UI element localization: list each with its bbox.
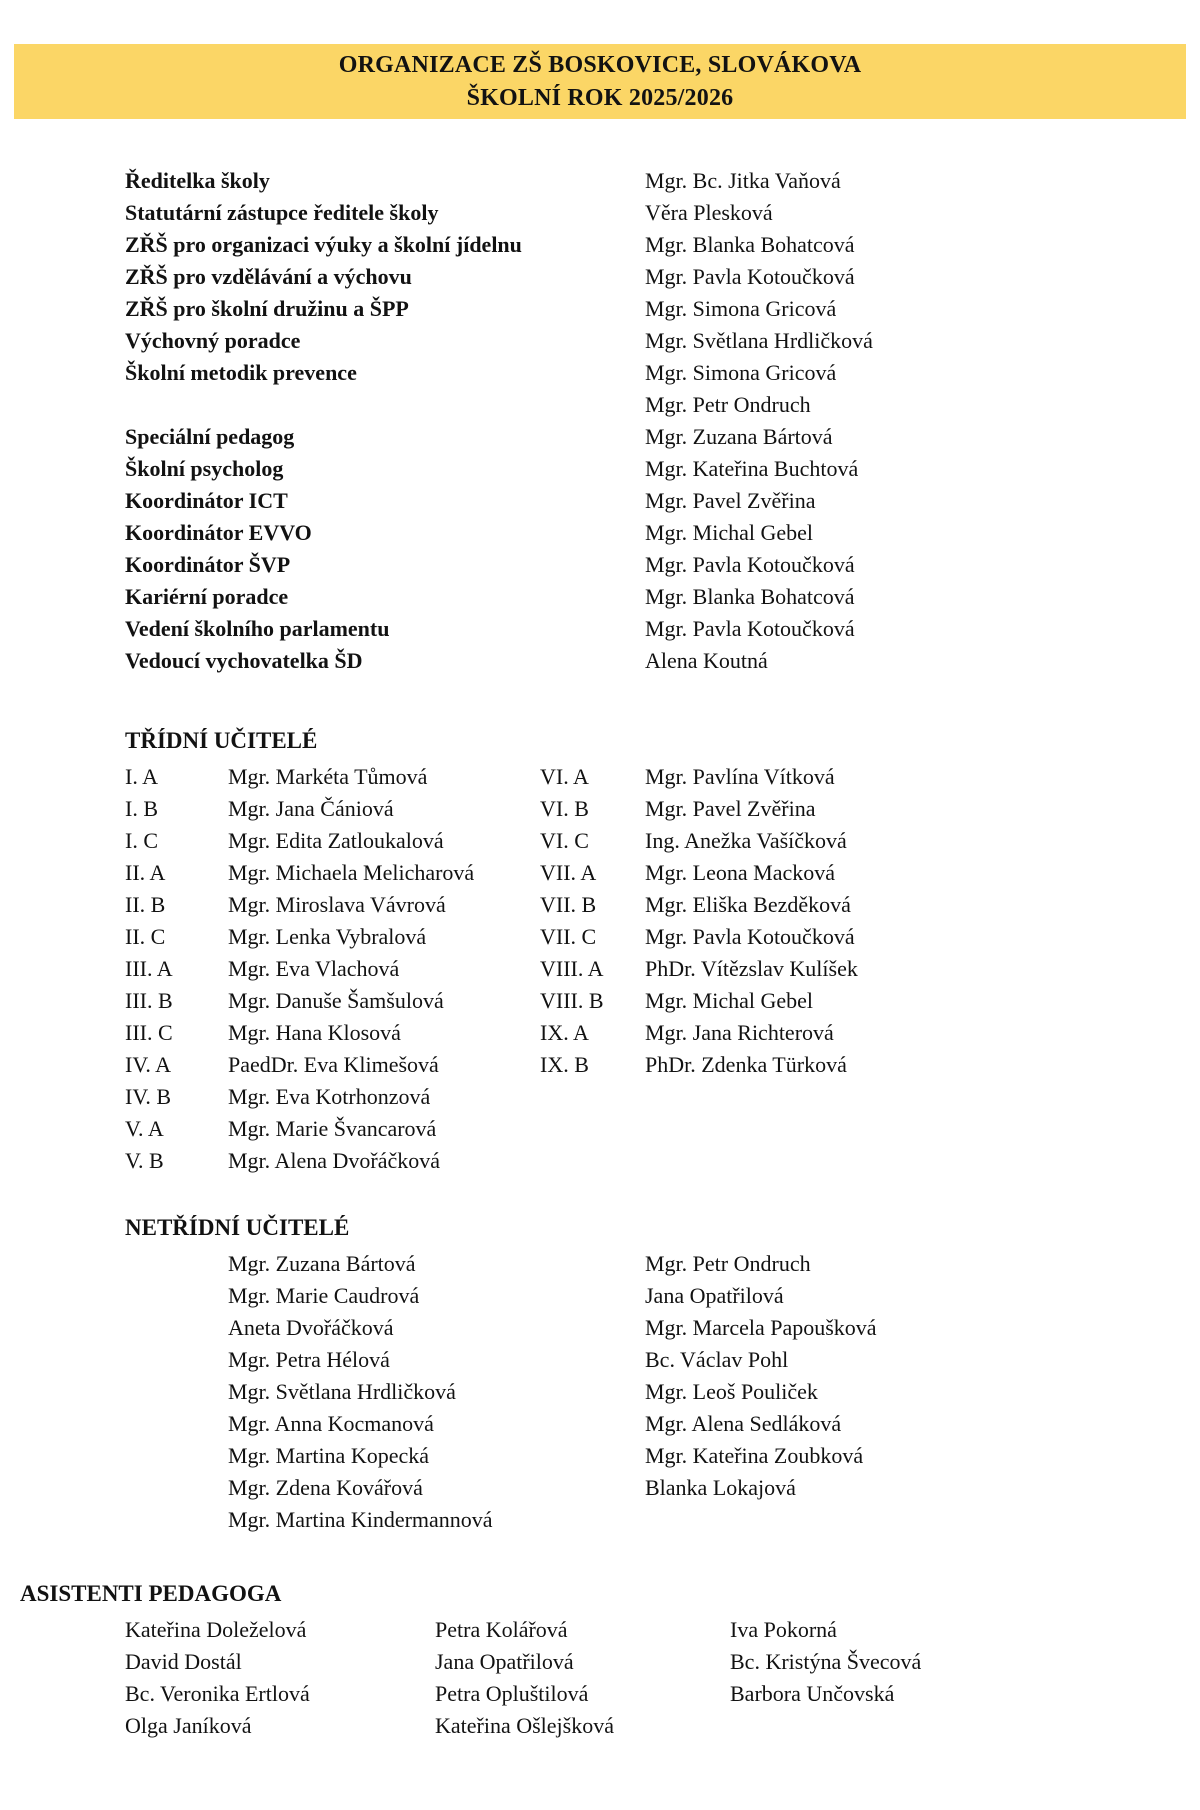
class-teacher-row bbox=[125, 793, 540, 825]
role-holder-name: Mgr. Pavel Zvěřina bbox=[645, 488, 816, 513]
non-class-teacher-name: Mgr. Marie Caudrová bbox=[228, 1283, 420, 1308]
role-title: Kariérní poradce bbox=[125, 584, 289, 609]
class-label: I. C bbox=[125, 828, 158, 853]
class-teacher-name: Mgr. Alena Dvořáčková bbox=[228, 1148, 440, 1173]
role-title bbox=[125, 389, 645, 421]
class-teacher-name: Mgr. Michaela Melicharová bbox=[228, 860, 475, 885]
non-class-teacher-name: Aneta Dvořáčková bbox=[228, 1315, 394, 1340]
role-holder-name: Věra Plesková bbox=[645, 200, 773, 225]
class-teacher-row bbox=[540, 889, 1200, 921]
class-label: VII. B bbox=[540, 892, 597, 917]
class-teacher-name: PaedDr. Eva Klimešová bbox=[228, 1052, 439, 1077]
class-teacher-name: Ing. Anežka Vašíčková bbox=[645, 828, 847, 853]
class-label: V. A bbox=[125, 1116, 164, 1141]
class-teachers-section bbox=[125, 761, 1200, 1177]
class-teacher-name: Mgr. Marie Švancarová bbox=[228, 1116, 437, 1141]
role-holder-name: Mgr. Pavla Kotoučková bbox=[645, 552, 855, 577]
role-holder-name: Mgr. Světlana Hrdličková bbox=[645, 328, 873, 353]
assistants-column-3 bbox=[730, 1614, 1200, 1742]
non-class-teachers-right-column bbox=[645, 1248, 1200, 1536]
class-label: VII. C bbox=[540, 924, 597, 949]
role-row bbox=[125, 581, 1160, 613]
non-class-teacher-name: Mgr. Kateřina Zoubková bbox=[645, 1443, 864, 1468]
class-label: VIII. B bbox=[540, 988, 604, 1013]
role-row bbox=[125, 613, 1160, 645]
assistants-column-2 bbox=[435, 1614, 730, 1742]
class-teacher-row bbox=[540, 921, 1200, 953]
role-row bbox=[125, 517, 1160, 549]
role-row bbox=[125, 421, 1160, 453]
role-title: Vedoucí vychovatelka ŠD bbox=[125, 648, 363, 673]
class-teacher-row bbox=[540, 985, 1200, 1017]
non-class-teacher-name: Mgr. Petr Ondruch bbox=[645, 1251, 811, 1276]
class-label: V. B bbox=[125, 1148, 164, 1173]
class-teacher-name: PhDr. Zdenka Türková bbox=[645, 1052, 847, 1077]
non-class-teacher-name: Blanka Lokajová bbox=[645, 1475, 796, 1500]
role-title: Školní psycholog bbox=[125, 456, 284, 481]
role-holder-name: Mgr. Michal Gebel bbox=[645, 520, 814, 545]
role-row bbox=[125, 453, 1160, 485]
assistant-name: Barbora Unčovská bbox=[730, 1681, 895, 1706]
class-label: IV. A bbox=[125, 1052, 172, 1077]
role-title: ZŘŠ pro školní družinu a ŠPP bbox=[125, 296, 409, 321]
role-title: Statutární zástupce ředitele školy bbox=[125, 200, 439, 225]
class-teacher-row bbox=[125, 857, 540, 889]
non-class-teachers-left-column bbox=[228, 1248, 645, 1536]
class-teacher-row bbox=[125, 1145, 540, 1177]
role-holder-name: Mgr. Kateřina Buchtová bbox=[645, 456, 859, 481]
class-teacher-name: Mgr. Hana Klosová bbox=[228, 1020, 401, 1045]
class-label: VI. A bbox=[540, 764, 589, 789]
assistant-name: Kateřina Doleželová bbox=[125, 1617, 307, 1642]
assistant-name: Bc. Veronika Ertlová bbox=[125, 1681, 310, 1706]
class-teacher-row bbox=[125, 761, 540, 793]
role-holder-name: Mgr. Blanka Bohatcová bbox=[645, 232, 855, 257]
class-teacher-row bbox=[125, 1081, 540, 1113]
class-teacher-row bbox=[540, 1049, 1200, 1081]
assistants-column-1 bbox=[125, 1614, 435, 1742]
role-title: Výchovný poradce bbox=[125, 328, 301, 353]
assistant-name: Petra Opluštilová bbox=[435, 1681, 589, 1706]
non-class-teacher-name: Bc. Václav Pohl bbox=[645, 1347, 789, 1372]
class-label: IV. B bbox=[125, 1084, 172, 1109]
non-class-teacher-name: Mgr. Petra Hélová bbox=[228, 1347, 390, 1372]
role-row bbox=[125, 229, 1160, 261]
class-label: VI. C bbox=[540, 828, 589, 853]
class-teacher-row bbox=[125, 825, 540, 857]
class-teacher-name: Mgr. Eva Vlachová bbox=[228, 956, 400, 981]
non-class-teacher-name: Mgr. Marcela Papoušková bbox=[645, 1315, 877, 1340]
class-label: VIII. A bbox=[540, 956, 604, 981]
class-teacher-name: Mgr. Jana Čániová bbox=[228, 796, 394, 821]
class-teachers-left-group bbox=[125, 761, 540, 1177]
class-teacher-name: Mgr. Pavla Kotoučková bbox=[645, 924, 855, 949]
class-teacher-row bbox=[125, 889, 540, 921]
role-row bbox=[125, 549, 1160, 581]
class-label: II. A bbox=[125, 860, 166, 885]
non-class-teacher-name: Mgr. Zuzana Bártová bbox=[228, 1251, 416, 1276]
class-teacher-name: Mgr. Pavlína Vítková bbox=[645, 764, 835, 789]
class-teacher-row bbox=[125, 953, 540, 985]
role-title: Koordinátor EVVO bbox=[125, 520, 312, 545]
non-class-teacher-name: Mgr. Martina Kindermannová bbox=[228, 1507, 493, 1532]
role-row bbox=[125, 389, 1160, 421]
assistant-name: Iva Pokorná bbox=[730, 1617, 837, 1642]
class-teacher-name: PhDr. Vítězslav Kulíšek bbox=[645, 956, 858, 981]
title-banner bbox=[14, 44, 1186, 119]
class-teacher-row bbox=[540, 793, 1200, 825]
class-label: I. B bbox=[125, 796, 158, 821]
role-title: Ředitelka školy bbox=[125, 168, 270, 193]
non-class-teacher-name: Mgr. Světlana Hrdličková bbox=[228, 1379, 456, 1404]
class-teacher-name: Mgr. Miroslava Vávrová bbox=[228, 892, 446, 917]
class-teacher-name: Mgr. Lenka Vybralová bbox=[228, 924, 427, 949]
class-teacher-row bbox=[540, 761, 1200, 793]
non-class-teachers-heading: NETŘÍDNÍ UČITELÉ bbox=[125, 1215, 350, 1240]
role-row bbox=[125, 325, 1160, 357]
class-teacher-row bbox=[125, 1113, 540, 1145]
class-teacher-name: Mgr. Pavel Zvěřina bbox=[645, 796, 816, 821]
class-label: II. C bbox=[125, 924, 166, 949]
role-title: Koordinátor ŠVP bbox=[125, 552, 291, 577]
class-teacher-name: Mgr. Jana Richterová bbox=[645, 1020, 834, 1045]
assistants-heading: ASISTENTI PEDAGOGA bbox=[20, 1581, 282, 1606]
role-holder-name: Mgr. Bc. Jitka Vaňová bbox=[645, 168, 841, 193]
role-row bbox=[125, 357, 1160, 389]
class-teacher-row bbox=[125, 985, 540, 1017]
class-label: IX. B bbox=[540, 1052, 589, 1077]
leadership-roles-list bbox=[125, 165, 1160, 677]
role-holder-name: Mgr. Petr Ondruch bbox=[645, 392, 811, 417]
role-holder-name: Mgr. Simona Gricová bbox=[645, 360, 837, 385]
document-page bbox=[0, 44, 1200, 1810]
assistant-name: Jana Opatřilová bbox=[435, 1649, 574, 1674]
class-teacher-name: Mgr. Danuše Šamšulová bbox=[228, 988, 444, 1013]
class-teacher-name: Mgr. Eliška Bezděková bbox=[645, 892, 851, 917]
class-teacher-row bbox=[540, 1017, 1200, 1049]
role-holder-name: Mgr. Pavla Kotoučková bbox=[645, 264, 855, 289]
role-holder-name: Mgr. Pavla Kotoučková bbox=[645, 616, 855, 641]
role-title: ZŘŠ pro organizaci výuky a školní jídelnu bbox=[125, 232, 522, 257]
assistant-name: David Dostál bbox=[125, 1649, 242, 1674]
non-class-teacher-name: Jana Opatřilová bbox=[645, 1283, 784, 1308]
assistant-name: Kateřina Ošlejšková bbox=[435, 1713, 614, 1738]
role-row bbox=[125, 197, 1160, 229]
role-row bbox=[125, 485, 1160, 517]
class-teacher-name: Mgr. Leona Macková bbox=[645, 860, 835, 885]
assistant-name: Bc. Kristýna Švecová bbox=[730, 1649, 922, 1674]
class-teachers-heading: TŘÍDNÍ UČITELÉ bbox=[125, 728, 318, 753]
role-row bbox=[125, 645, 1160, 677]
assistant-name: Petra Kolářová bbox=[435, 1617, 568, 1642]
class-teacher-row bbox=[540, 953, 1200, 985]
class-label: III. B bbox=[125, 988, 173, 1013]
class-teacher-row bbox=[125, 1017, 540, 1049]
role-title: Koordinátor ICT bbox=[125, 488, 288, 513]
role-holder-name: Mgr. Blanka Bohatcová bbox=[645, 584, 855, 609]
role-title: ZŘŠ pro vzdělávání a výchovu bbox=[125, 264, 412, 289]
class-label: III. C bbox=[125, 1020, 173, 1045]
assistant-name: Olga Janíková bbox=[125, 1713, 252, 1738]
non-class-teachers-section bbox=[228, 1248, 1200, 1536]
role-holder-name: Mgr. Simona Gricová bbox=[645, 296, 837, 321]
role-row bbox=[125, 261, 1160, 293]
role-row bbox=[125, 165, 1160, 197]
class-teacher-name: Mgr. Eva Kotrhonzová bbox=[228, 1084, 431, 1109]
class-teacher-name: Mgr. Edita Zatloukalová bbox=[228, 828, 444, 853]
non-class-teacher-name: Mgr. Anna Kocmanová bbox=[228, 1411, 434, 1436]
role-title: Školní metodik prevence bbox=[125, 360, 357, 385]
role-title: Speciální pedagog bbox=[125, 424, 295, 449]
class-teacher-row bbox=[540, 825, 1200, 857]
class-teacher-row bbox=[125, 921, 540, 953]
document-title-line2: ŠKOLNÍ ROK 2025/2026 bbox=[466, 84, 734, 111]
class-label: VII. A bbox=[540, 860, 597, 885]
class-teacher-row bbox=[540, 857, 1200, 889]
class-label: III. A bbox=[125, 956, 173, 981]
class-teacher-name: Mgr. Michal Gebel bbox=[645, 988, 814, 1013]
class-label: II. B bbox=[125, 892, 166, 917]
document-title-line1: ORGANIZACE ZŠ BOSKOVICE, SLOVÁKOVA bbox=[338, 51, 862, 78]
role-holder-name: Mgr. Zuzana Bártová bbox=[645, 424, 833, 449]
role-row bbox=[125, 293, 1160, 325]
class-teacher-name: Mgr. Markéta Tůmová bbox=[228, 764, 428, 789]
role-title: Vedení školního parlamentu bbox=[125, 616, 390, 641]
class-label: IX. A bbox=[540, 1020, 589, 1045]
non-class-teacher-name: Mgr. Alena Sedláková bbox=[645, 1411, 842, 1436]
role-holder-name: Alena Koutná bbox=[645, 648, 768, 673]
class-label: VI. B bbox=[540, 796, 589, 821]
class-teacher-row bbox=[125, 1049, 540, 1081]
class-label: I. A bbox=[125, 764, 158, 789]
class-teachers-right-group bbox=[540, 761, 1200, 1177]
non-class-teacher-name: Mgr. Leoš Pouliček bbox=[645, 1379, 818, 1404]
non-class-teacher-name: Mgr. Martina Kopecká bbox=[228, 1443, 429, 1468]
non-class-teacher-name: Mgr. Zdena Kovářová bbox=[228, 1475, 423, 1500]
assistants-section bbox=[125, 1614, 1200, 1742]
